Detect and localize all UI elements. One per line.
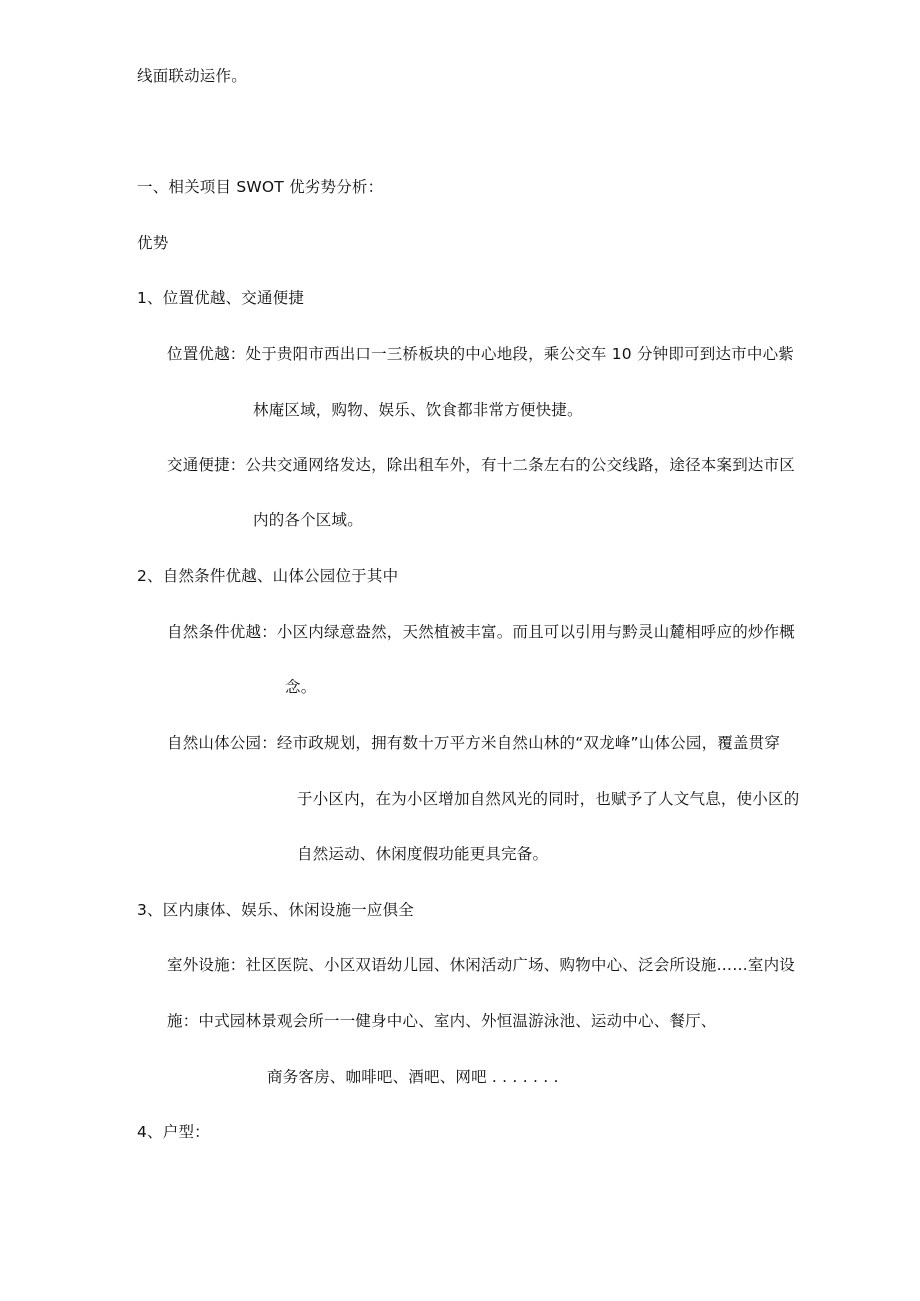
item-3-entry-1-line-3: 商务客房、咖啡吧、酒吧、网吧 . . . . . . . <box>267 1068 559 1086</box>
item-2-entry-2-line-1: 自然山体公园：经市政规划，拥有数十万平方米自然山林的“双龙峰”山体公园，覆盖贯穿 <box>167 734 781 752</box>
item-3-entry-1-line-1: 室外设施：社区医院、小区双语幼儿园、休闲活动广场、购物中心、泛会所设施……室内设 <box>167 956 796 974</box>
item-heading-2: 2、自然条件优越、山体公园位于其中 <box>137 567 399 585</box>
item-1-entry-2-line-2: 内的各个区域。 <box>253 511 363 529</box>
item-2-entry-1-line-1: 自然条件优越：小区内绿意盎然，天然植被丰富。而且可以引用与黔灵山麓相呼应的炒作概 <box>167 623 796 641</box>
item-2-entry-1-line-2: 念。 <box>285 678 317 696</box>
item-1-entry-1-line-2: 林庵区域，购物、娱乐、饮食都非常方便快捷。 <box>253 401 583 419</box>
item-heading-4: 4、户型： <box>137 1123 210 1141</box>
item-2-entry-2-line-3: 自然运动、休闲度假功能更具完备。 <box>297 845 549 863</box>
item-1-entry-2-line-1: 交通便捷：公共交通网络发达，除出租车外，有十二条左右的公交线路，途径本案到达市区 <box>167 456 796 474</box>
section-heading: 一、相关项目 SWOT 优劣势分析： <box>137 178 384 196</box>
item-heading-3: 3、区内康体、娱乐、休闲设施一应俱全 <box>137 901 414 919</box>
subsection-title: 优势 <box>137 234 169 252</box>
item-2-entry-2-line-2: 于小区内，在为小区增加自然风光的同时，也赋予了人文气息，使小区的 <box>297 790 800 808</box>
item-heading-1: 1、位置优越、交通便捷 <box>137 289 305 307</box>
continuation-text: 线面联动运作。 <box>137 67 247 85</box>
item-1-entry-1-line-1: 位置优越：处于贵阳市西出口一三桥板块的中心地段，乘公交车 10 分钟即可到达市中心紫 <box>167 345 794 363</box>
item-3-entry-1-line-2: 施：中式园林景观会所一一健身中心、室内、外恒温游泳池、运动中心、餐厅、 <box>167 1012 717 1030</box>
